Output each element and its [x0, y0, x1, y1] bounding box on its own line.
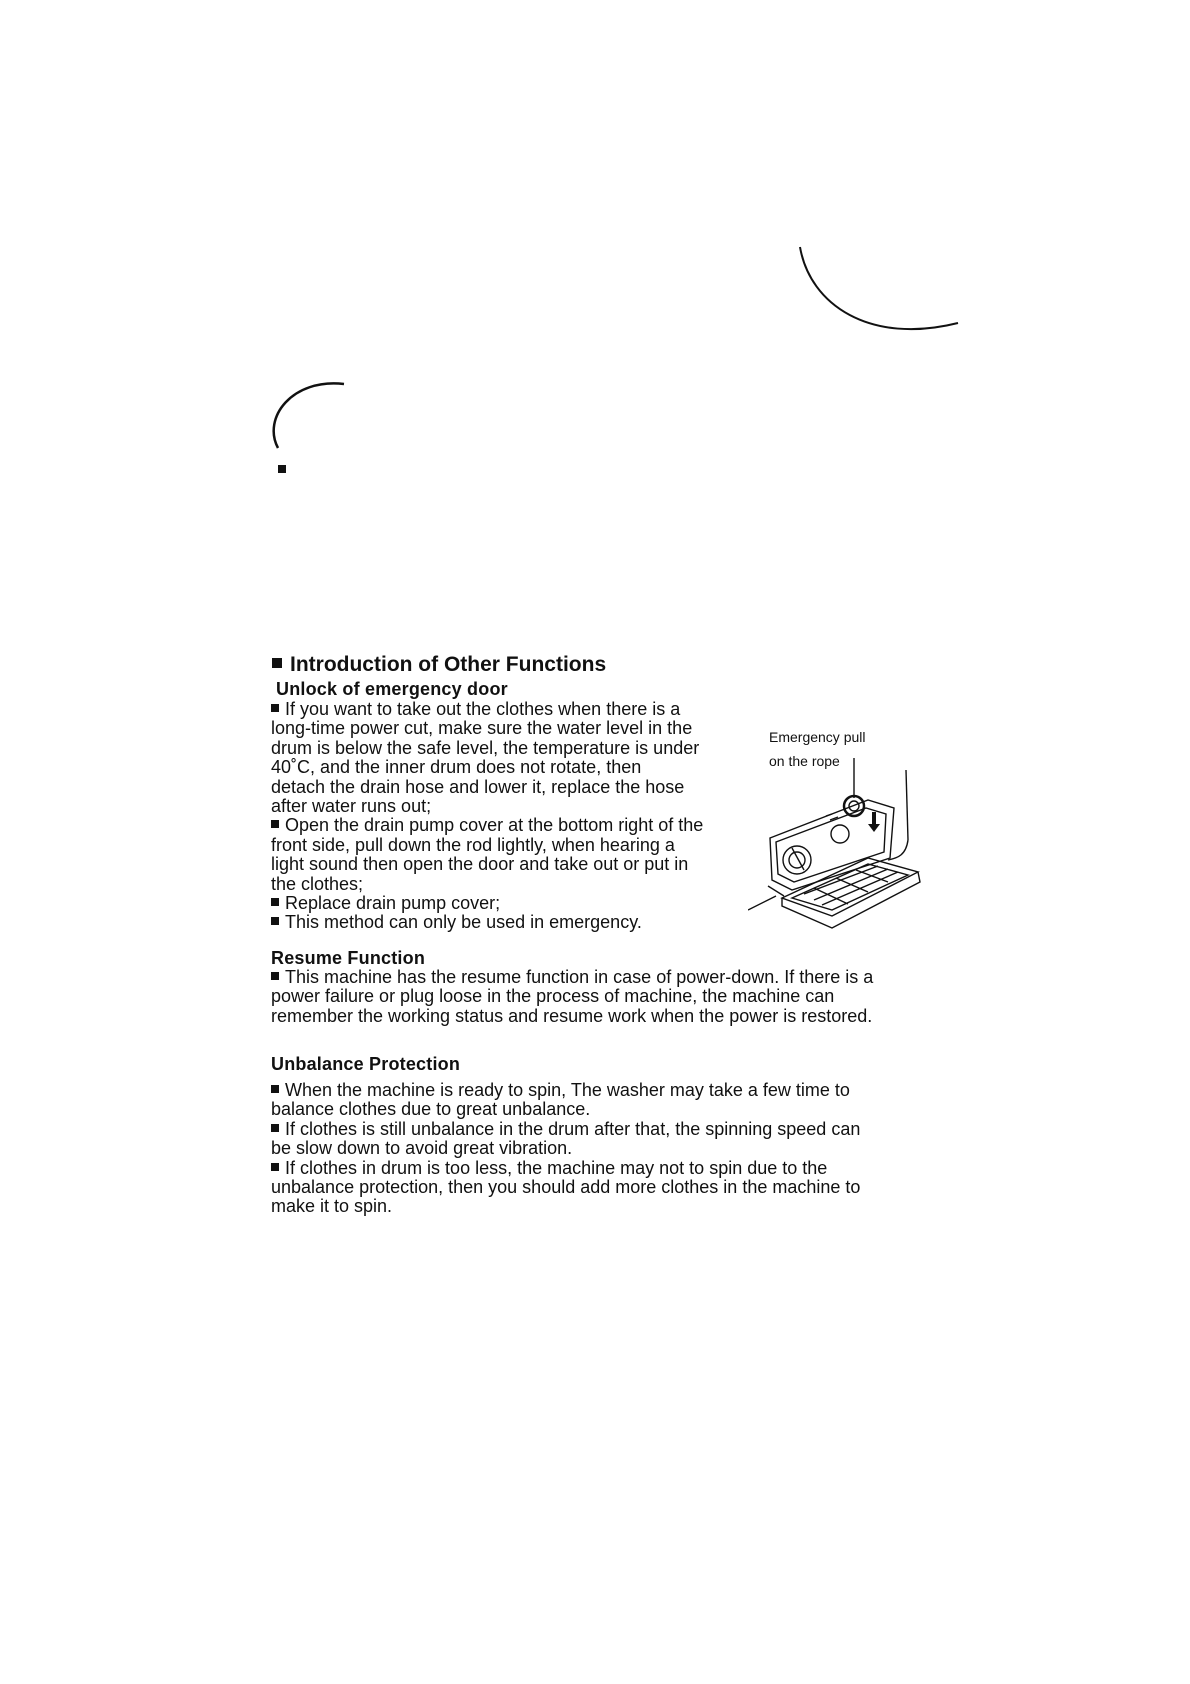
section-title: [272, 653, 606, 677]
decorative-arc-top-right: [790, 245, 970, 345]
figure-label-line2: on the rope: [769, 753, 840, 769]
square-bullet-icon: [271, 898, 279, 906]
text-line-content: drum is below the safe level, the temperature is under: [271, 737, 700, 758]
text-line-content: 40˚C, and the inner drum does not rotate, then: [271, 757, 642, 778]
text-line: [271, 1178, 860, 1197]
text-line: [271, 968, 873, 987]
text-line-content: If clothes in drum is too less, the machine may not to spin due to the: [285, 1157, 828, 1178]
text-line-content: power failure or plug loose in the process of machine, the machine can: [271, 986, 835, 1007]
resume-heading: Resume Function: [271, 948, 426, 968]
square-bullet-icon: [272, 658, 282, 668]
text-line: [271, 1120, 860, 1139]
text-line-content: Replace drain pump cover;: [285, 893, 501, 914]
text-line: [271, 987, 873, 1006]
text-line-content: be slow down to avoid great vibration.: [271, 1138, 573, 1159]
text-line-content: front side, pull down the rod lightly, when hearing a: [271, 834, 675, 855]
text-line-content: light sound then open the door and take out or put in: [271, 854, 689, 875]
text-line-content: long-time power cut, make sure the water level in the: [271, 718, 693, 739]
text-line: [271, 700, 703, 719]
text-line: [271, 816, 703, 835]
text-line-content: This method can only be used in emergency.: [285, 912, 642, 933]
resume-text: [271, 968, 873, 1026]
text-line: [271, 913, 703, 932]
text-line: [271, 836, 703, 855]
text-line: [271, 797, 703, 816]
text-line: [271, 894, 703, 913]
text-line: [271, 739, 703, 758]
emergency-heading: Unlock of emergency door: [276, 679, 508, 699]
decorative-square-bullet: [278, 465, 286, 473]
text-line-content: When the machine is ready to spin, The washer may take a few time to: [285, 1080, 850, 1100]
text-line-content: after water runs out;: [271, 796, 432, 817]
unbalance-text: [271, 1081, 860, 1217]
text-line-content: remember the working status and resume work when the power is restored.: [271, 1005, 873, 1026]
text-line: [271, 1007, 873, 1026]
text-line: [271, 1159, 860, 1178]
text-line-content: detach the drain hose and lower it, replace the hose: [271, 776, 685, 797]
text-line: [271, 758, 703, 777]
text-line: [271, 1081, 860, 1100]
text-line: [271, 778, 703, 797]
text-line-content: If you want to take out the clothes when there is a: [285, 699, 681, 719]
unbalance-heading: Unbalance Protection: [271, 1054, 461, 1074]
text-line: [271, 1139, 860, 1158]
text-line-content: the clothes;: [271, 873, 364, 894]
emergency-text: [271, 700, 703, 933]
figure-label-line1: Emergency pull: [769, 729, 866, 745]
text-line: [271, 1100, 860, 1119]
square-bullet-icon: [271, 1085, 279, 1093]
text-line-content: make it to spin.: [271, 1196, 393, 1217]
text-line-content: balance clothes due to great unbalance.: [271, 1099, 591, 1120]
square-bullet-icon: [271, 704, 279, 712]
text-line: [271, 855, 703, 874]
square-bullet-icon: [271, 1124, 279, 1132]
text-line-content: Open the drain pump cover at the bottom right of the: [285, 815, 704, 836]
square-bullet-icon: [271, 972, 279, 980]
square-bullet-icon: [271, 820, 279, 828]
decorative-arc-left: [262, 378, 352, 458]
text-line-content: This machine has the resume function in case of power-down. If there is a: [285, 967, 874, 987]
text-line-content: If clothes is still unbalance in the drum after that, the spinning speed can: [285, 1118, 861, 1139]
text-line: [271, 875, 703, 894]
text-line-content: unbalance protection, then you should add more clothes in the machine to: [271, 1177, 861, 1198]
square-bullet-icon: [271, 1163, 279, 1171]
square-bullet-icon: [271, 917, 279, 925]
text-line: [271, 719, 703, 738]
text-line: [271, 1197, 860, 1216]
section-title-text: Introduction of Other Functions: [290, 653, 607, 676]
emergency-door-illustration: [748, 720, 928, 930]
